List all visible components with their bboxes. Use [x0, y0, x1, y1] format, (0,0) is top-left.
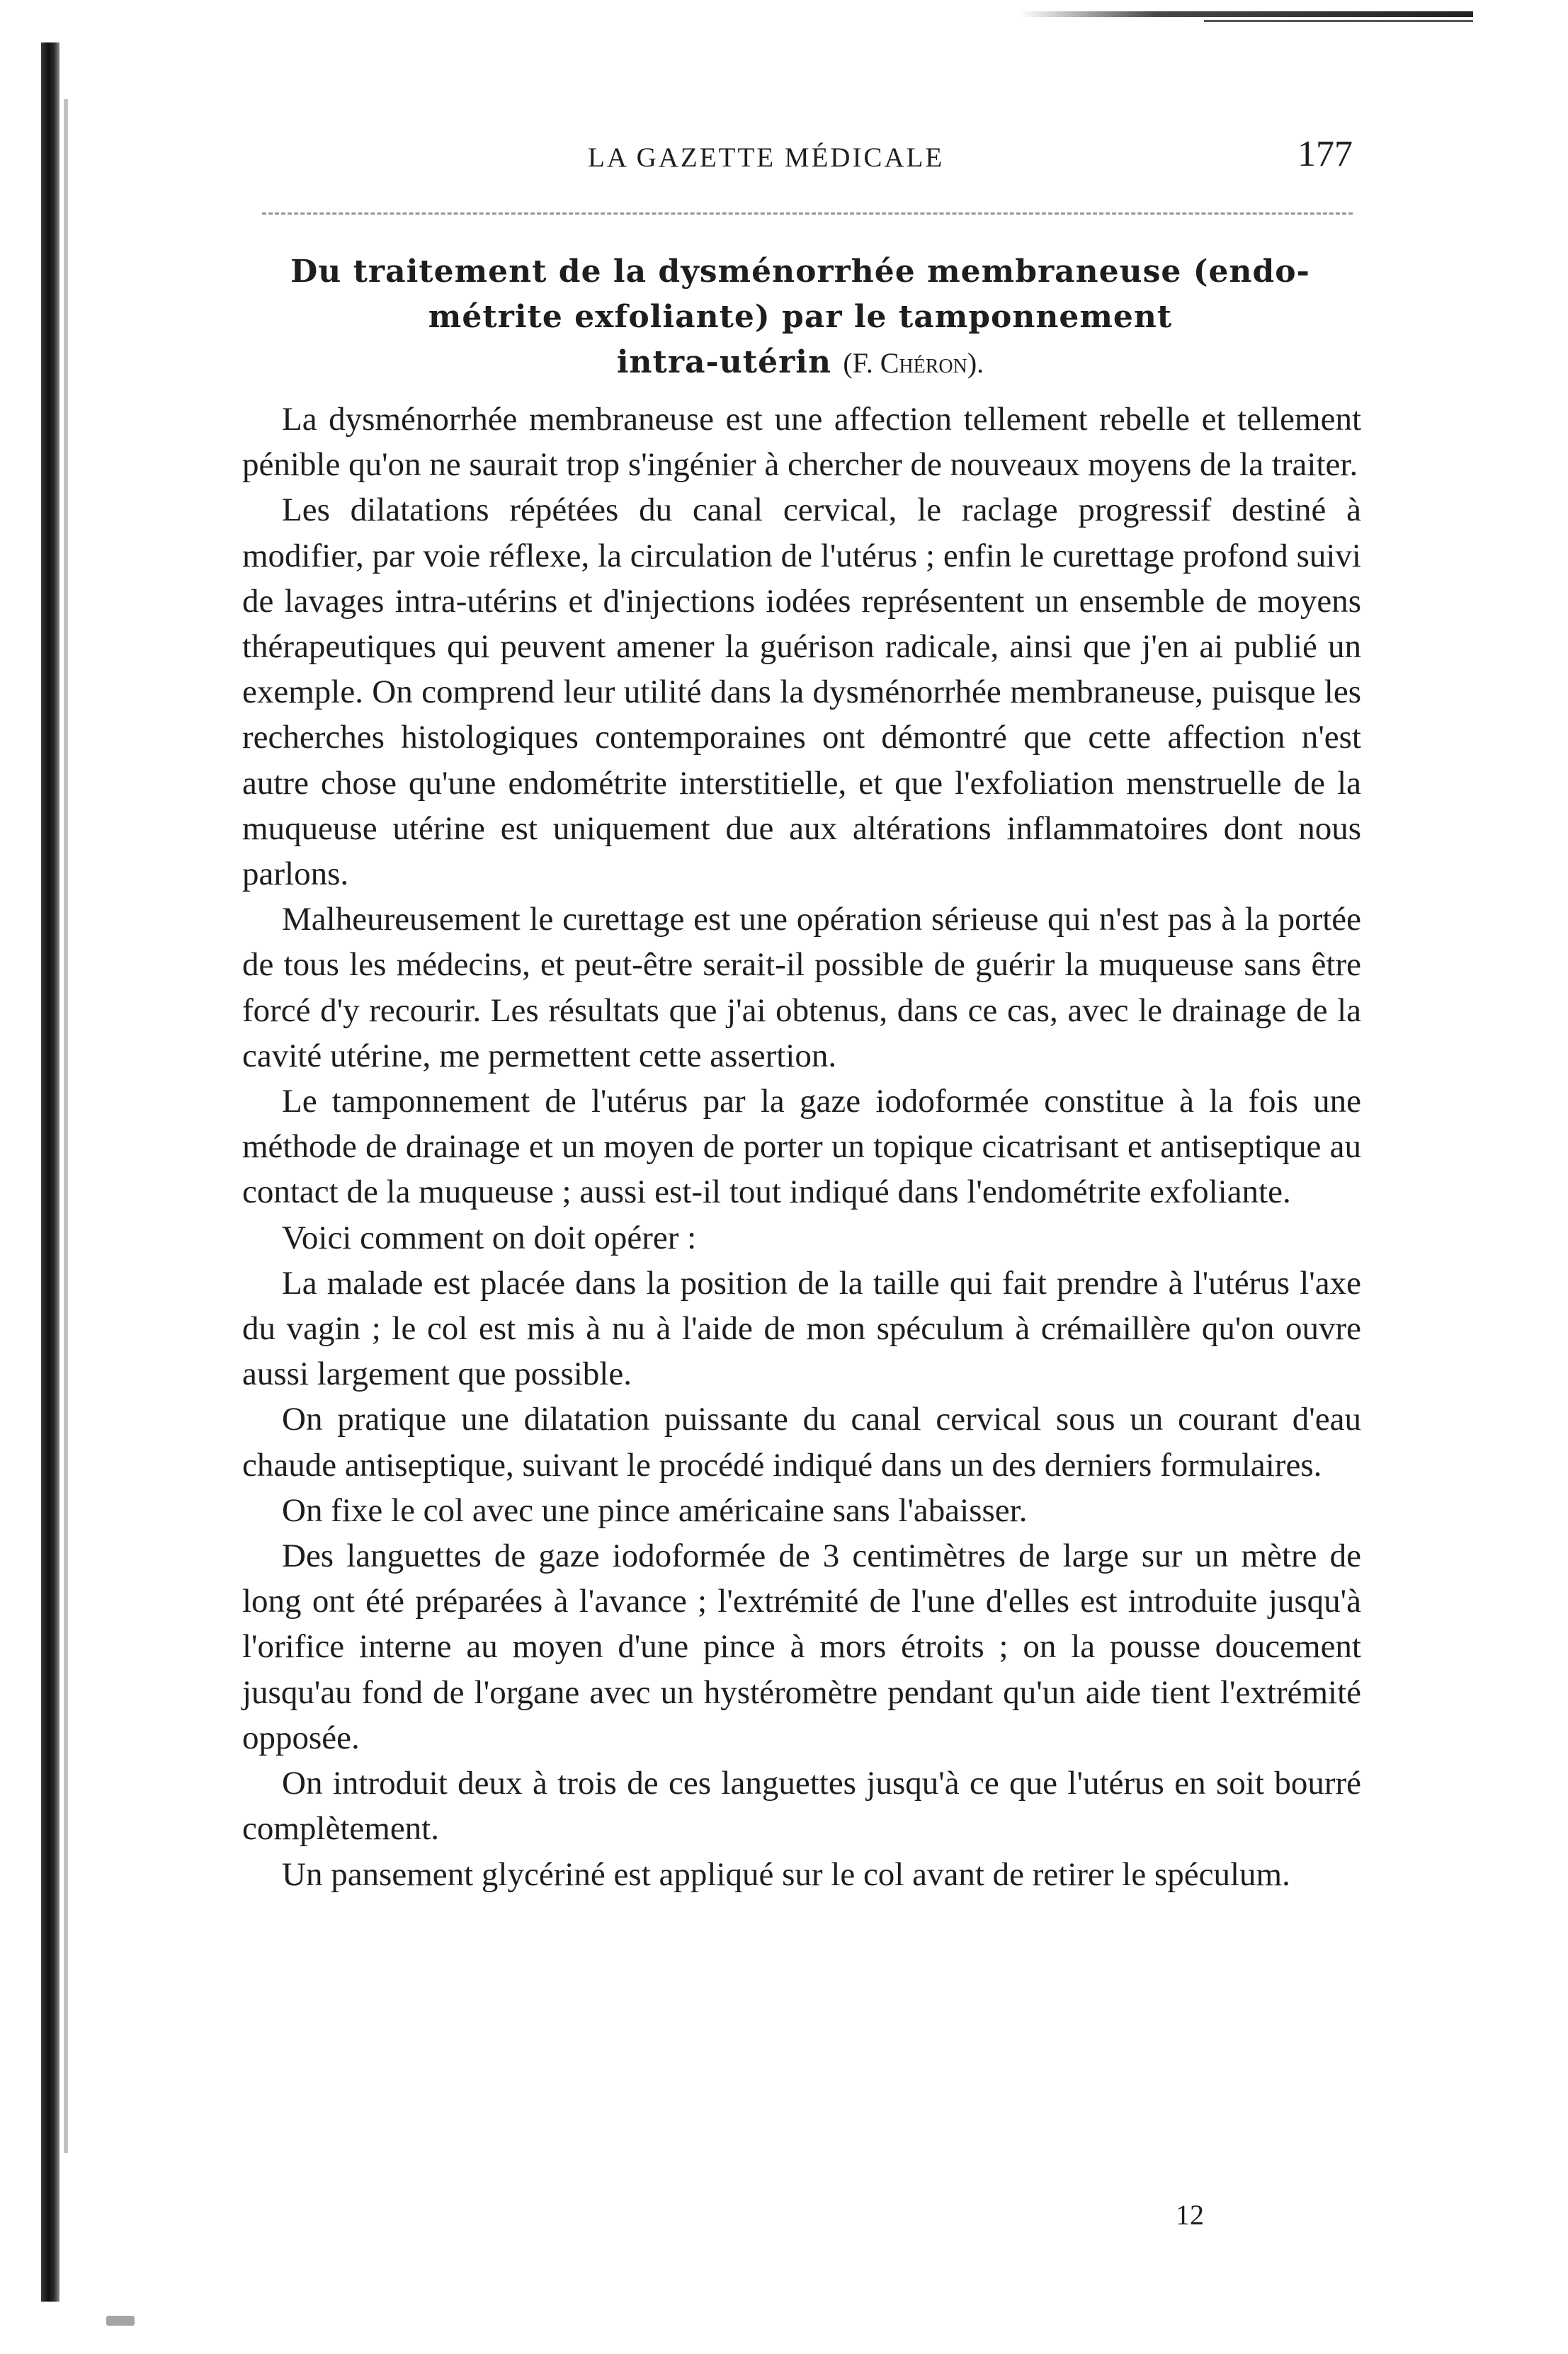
- author-close: ).: [967, 347, 984, 379]
- scan-artifact-bottom-mark: [106, 2316, 135, 2326]
- article-title-line-3-text: intra-utérin: [616, 344, 832, 380]
- article-title-line-3: [241, 340, 1360, 386]
- paragraph-9: Des languettes de gaze iodoformée de 3 centimètres de large sur un mètre de long ont été préparées à l'avance ; l'extrémité de l'une d'elles est introduite jusqu'à l'orifice interne au moyen d'une pince à mors étroits ; on la pousse doucement jusqu'au fond de l'organe avec un hystéromètre pendant qu'un aide tient l'extrémité opposée.: [242, 1537, 1361, 1756]
- journal-title: LA GAZETTE MÉDICALE: [588, 142, 945, 173]
- paragraph-11: Un pansement glycériné est appliqué sur le col avant de retirer le spéculum.: [282, 1855, 1290, 1893]
- paragraph-10: On introduit deux à trois de ces languettes jusqu'à ce que l'utérus en soit bourré complètement.: [242, 1765, 1361, 1848]
- paragraph-6: La malade est placée dans la position de la taille qui fait prendre à l'utérus l'axe du vagin ; le col est mis à nu à l'aide de mon spéculum à crémaillère qu'on ouvre aussi largement que possible.: [242, 1264, 1361, 1393]
- article-title: [241, 249, 1360, 386]
- scan-artifact-top-rule: [1020, 11, 1473, 17]
- paragraph-8: On fixe le col avec une pince américaine sans l'abaisser.: [282, 1491, 1028, 1529]
- paragraph-7: On pratique une dilatation puissante du canal cervical sous un courant d'eau chaude antiseptique, suivant le procédé indiqué dans un des derniers formulaires.: [242, 1401, 1361, 1484]
- article-author: [843, 347, 984, 379]
- author-name: Chéron: [880, 347, 967, 379]
- author-open: (F.: [843, 347, 880, 379]
- article-title-line-2: métrite exfoliante) par le tamponnement: [428, 299, 1173, 335]
- article-title-line-1: Du traitement de la dysménorrhée membraneuse (endo-: [290, 254, 1310, 290]
- paragraph-4: Le tamponnement de l'utérus par la gaze iodoformée constitue à la fois une méthode de drainage et un moyen de porter un topique cicatrisant et antiseptique au contact de la muqueuse ; aussi est-il tout indiqué dans l'endométrite exfoliante.: [242, 1083, 1361, 1211]
- scan-artifact-binding-shadow: [64, 99, 68, 2153]
- header-rule: [262, 212, 1353, 215]
- scan-artifact-top-rule-thin: [1204, 20, 1473, 22]
- signature-mark: 12: [1176, 2199, 1204, 2231]
- article-body: [242, 397, 1361, 1897]
- page-number: 177: [1297, 134, 1353, 174]
- running-header: [248, 133, 1353, 190]
- scan-artifact-binding-edge: [41, 42, 59, 2302]
- paragraph-2: Les dilatations répétées du canal cervical, le raclage progressif destiné à modifier, par voie réflexe, la circulation de l'utérus ; enfin le curettage profond suivi de lavages intra-utérins et d'injections iodées représentent un ensemble de moyens thérapeutiques qui peuvent amener la guérison radicale, ainsi que j'en ai publié un exemple. On comprend leur utilité dans la dysménorrhée membraneuse, puisque les recherches histologiques contemporaines ont démontré que cette affection n'est autre chose qu'une endométrite interstitielle, et que l'exfoliation menstruelle de la muqueuse utérine est uniquement due aux altérations inflammatoires dont nous parlons.: [242, 491, 1361, 893]
- paragraph-3: Malheureusement le curettage est une opération sérieuse qui n'est pas à la portée de tous les médecins, et peut-être serait-il possible de guérir la muqueuse sans être forcé d'y recourir. Les résultats que j'ai obtenus, dans ce cas, avec le drainage de la cavité utérine, me permettent cette assertion.: [242, 901, 1361, 1074]
- paragraph-5: Voici comment on doit opérer :: [282, 1219, 697, 1256]
- paragraph-1: La dysménorrhée membraneuse est une affection tellement rebelle et tellement pénible qu'on ne saurait trop s'ingénier à chercher de nouveaux moyens de la traiter.: [242, 401, 1361, 484]
